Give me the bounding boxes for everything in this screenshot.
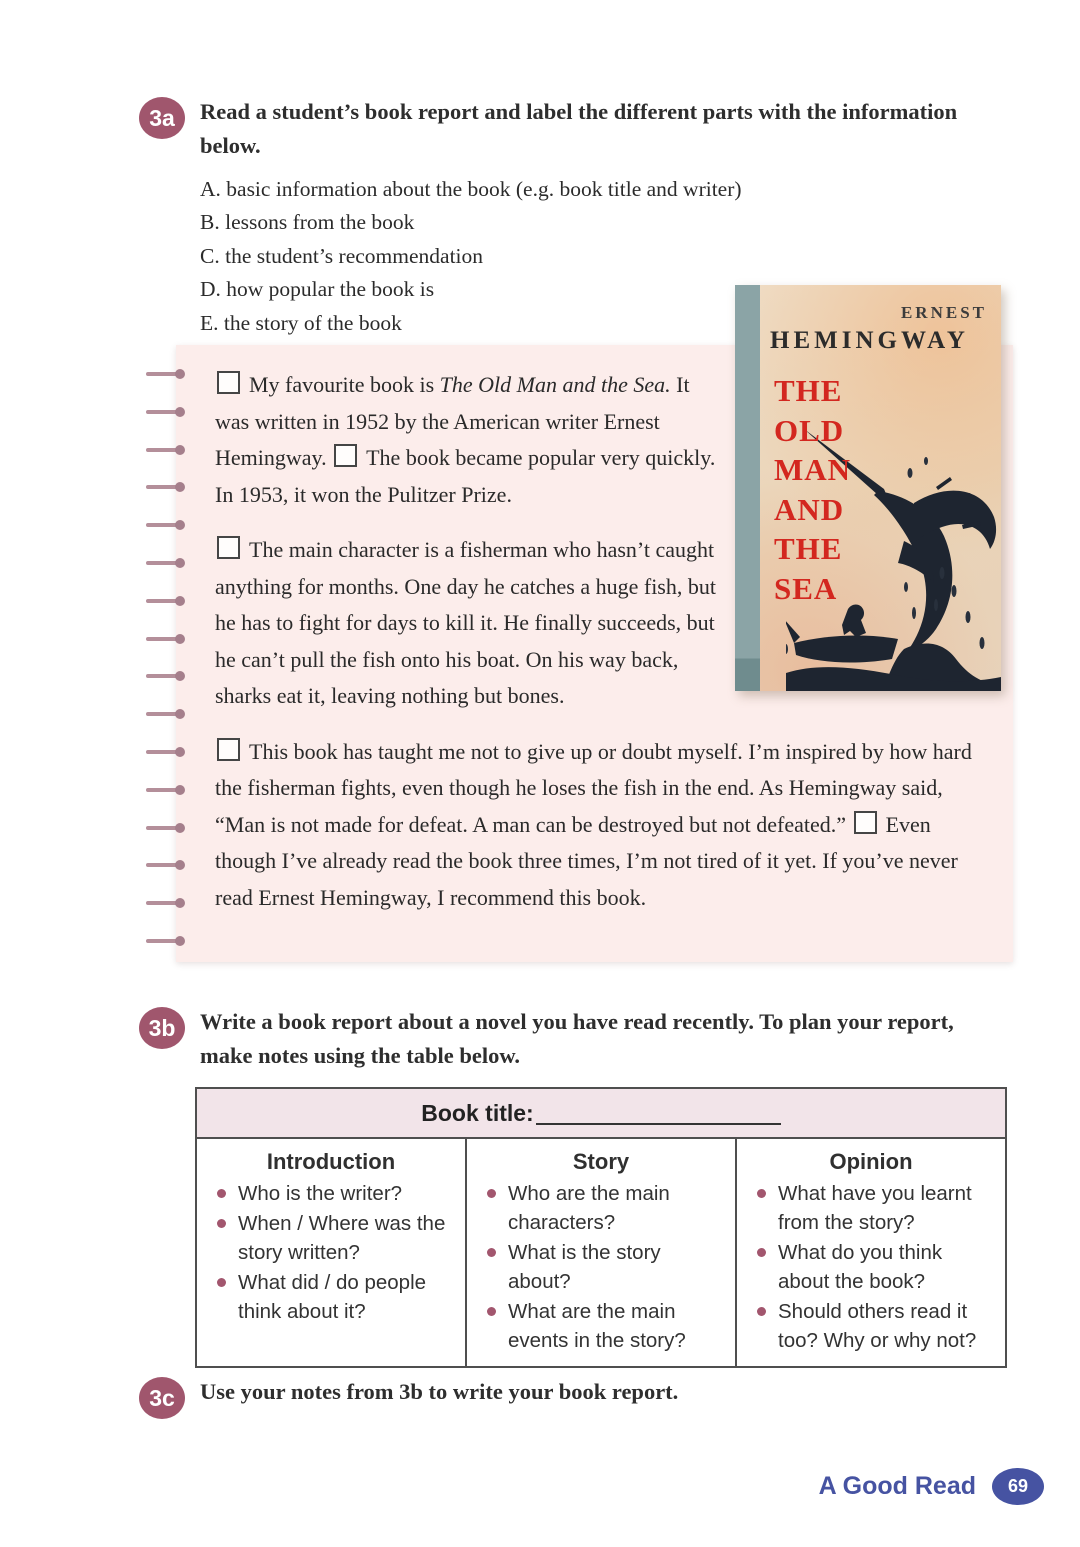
table-column-story bbox=[466, 1138, 736, 1367]
cover-title-line: OLD bbox=[774, 412, 845, 448]
exercise-3b bbox=[139, 1005, 1019, 1073]
exercise-3c-instruction: Use your notes from 3b to write your book report. bbox=[200, 1379, 679, 1404]
cover-title-line: AND bbox=[774, 491, 845, 527]
binding-ring bbox=[146, 863, 182, 867]
label-checkbox[interactable] bbox=[217, 738, 240, 761]
report-text: My favourite book is bbox=[249, 372, 440, 397]
report-text: It was written in 1952 by the American writer Ernest Hemingway. bbox=[215, 372, 690, 470]
column-header: Opinion bbox=[829, 1149, 913, 1174]
binding-ring bbox=[146, 901, 182, 905]
cover-title-line: THE bbox=[774, 531, 843, 566]
cover-author-first-name: ERNEST bbox=[900, 303, 987, 322]
column-header: Introduction bbox=[266, 1149, 396, 1174]
exercise-3a-badge: 3a bbox=[139, 97, 185, 139]
question-item: What are the main events in the story? bbox=[481, 1297, 729, 1355]
page-number-badge: 69 bbox=[992, 1468, 1044, 1505]
binding-ring bbox=[146, 637, 182, 641]
table-column-opinion bbox=[736, 1138, 1006, 1367]
report-text: The book became popular very quickly. In 1953, it won the Pulitzer Prize. bbox=[215, 445, 716, 507]
question-item: Who is the writer? bbox=[211, 1179, 459, 1208]
book-report-notes-table bbox=[195, 1087, 1007, 1368]
question-list bbox=[201, 1179, 461, 1326]
binding-ring bbox=[146, 410, 182, 414]
section-title: A Good Read bbox=[818, 1472, 976, 1500]
cover-author-last-name: HEMINGWAY bbox=[770, 327, 969, 354]
binding-ring bbox=[146, 485, 182, 489]
label-checkbox[interactable] bbox=[217, 371, 240, 394]
report-paragraph bbox=[215, 532, 727, 715]
report-text: This book has taught me not to give up or doubt myself. I’m inspired by how hard the fisherman fights, even though he loses the fish in the end. As Hemingway said, “Man is not made for defeat. A man can be destroyed but not defeated.” bbox=[215, 738, 972, 837]
book-cover-front bbox=[760, 285, 1001, 691]
exercise-3c-badge: 3c bbox=[139, 1377, 185, 1419]
exercise-3c bbox=[139, 1375, 1019, 1409]
question-list bbox=[741, 1179, 1001, 1355]
binding-ring bbox=[146, 674, 182, 678]
report-text: The Old Man and the Sea. bbox=[439, 372, 671, 397]
page-footer bbox=[819, 1468, 1044, 1505]
question-item: What did / do people think about it? bbox=[211, 1268, 459, 1326]
table-column-introduction bbox=[196, 1138, 466, 1367]
binding-ring bbox=[146, 448, 182, 452]
book-cover bbox=[735, 285, 1001, 691]
binding-ring bbox=[146, 788, 182, 792]
question-item: When / Where was the story written? bbox=[211, 1209, 459, 1267]
cover-title bbox=[774, 371, 1001, 608]
report-paragraph bbox=[215, 367, 727, 513]
book-title-blank[interactable] bbox=[536, 1099, 781, 1125]
question-item: Should others read it too? Why or why not? bbox=[751, 1297, 999, 1355]
binding-ring bbox=[146, 939, 182, 943]
exercise-3a-instruction: Read a student’s book report and label the different parts with the information below. bbox=[200, 99, 958, 158]
report-text: The main character is a fisherman who hasn’t caught anything for months. One day he catches a huge fish, but he has to fight for days to kill it. He finally succeeds, but he can’t pull the fish onto his boat. On his way back, sharks eat it, leaving nothing but bones. bbox=[215, 537, 716, 708]
book-cover-spine bbox=[735, 285, 760, 691]
option-item: E. the story of the book bbox=[200, 310, 402, 335]
binding-ring bbox=[146, 599, 182, 603]
cover-title-line: SEA bbox=[774, 570, 838, 606]
report-paragraph bbox=[215, 734, 975, 917]
option-item: B. lessons from the book bbox=[200, 210, 415, 234]
option-item: C. the student’s recommendation bbox=[200, 243, 484, 268]
option-item: D. how popular the book is bbox=[200, 277, 435, 301]
exercise-3b-badge: 3b bbox=[139, 1007, 185, 1049]
binding-ring bbox=[146, 826, 182, 830]
cover-title-line: MAN bbox=[774, 452, 852, 487]
book-title-label: Book title: bbox=[421, 1100, 534, 1126]
exercise-3b-instruction: Write a book report about a novel you have read recently. To plan your report, make notes using the table below. bbox=[200, 1009, 954, 1068]
question-item: What have you learnt from the story? bbox=[751, 1179, 999, 1237]
report-text: Even though I’ve already read the book three times, I’m not tired of it yet. If you’ve never read Ernest Hemingway, I recommend this book. bbox=[215, 811, 958, 910]
binding-ring bbox=[146, 750, 182, 754]
label-checkbox[interactable] bbox=[334, 444, 357, 467]
book-title-header bbox=[196, 1088, 1006, 1138]
binding-ring bbox=[146, 712, 182, 716]
question-list bbox=[471, 1179, 731, 1355]
binding-ring bbox=[146, 561, 182, 565]
question-item: Who are the main characters? bbox=[481, 1179, 729, 1237]
label-checkbox[interactable] bbox=[854, 811, 877, 834]
question-item: What do you think about the book? bbox=[751, 1238, 999, 1296]
question-item: What is the story about? bbox=[481, 1238, 729, 1296]
label-checkbox[interactable] bbox=[217, 536, 240, 559]
binding-ring bbox=[146, 523, 182, 527]
option-item: A. basic information about the book (e.g. book title and writer) bbox=[200, 176, 742, 201]
binding-ring bbox=[146, 372, 182, 376]
cover-title-line: THE bbox=[774, 373, 843, 408]
column-header: Story bbox=[572, 1149, 630, 1174]
